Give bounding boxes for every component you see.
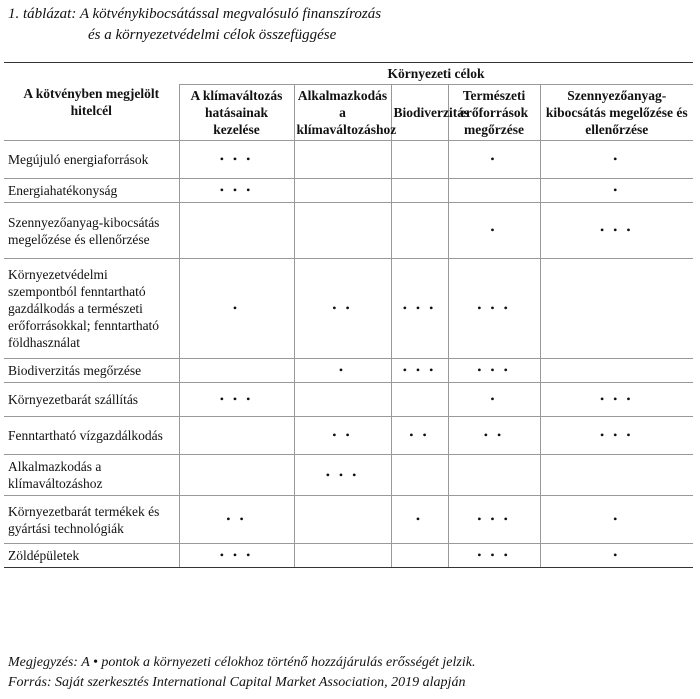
dot-rating-cell: • • • — [540, 417, 693, 455]
dot-rating-cell — [179, 203, 294, 259]
caption-line-2: és a környezetvédelmi célok összefüggése — [88, 27, 337, 43]
table-row — [4, 544, 693, 568]
dot-rating-cell: • — [448, 203, 540, 259]
dot-rating-cell: • — [448, 141, 540, 179]
group-header: Környezeti célok — [179, 63, 693, 85]
dot-rating-cell — [294, 179, 391, 203]
row-label: Zöldépületek — [4, 544, 179, 568]
note-text: Megjegyzés: A • pontok a környezeti célokhoz történő hozzájárulás erősségét jelzik. — [8, 655, 476, 670]
caption-line-1: 1. táblázat: A kötvénykibocsátással megvalósuló finanszírozás — [8, 6, 382, 22]
dot-rating-cell — [391, 383, 448, 417]
dot-rating-cell: • • • — [540, 203, 693, 259]
data-table — [4, 62, 693, 568]
dot-rating-cell — [179, 417, 294, 455]
dot-rating-cell: • • — [294, 417, 391, 455]
table-row — [4, 455, 693, 496]
table-notes — [8, 653, 475, 693]
column-header: Alkalmazkodás a klímaváltozáshoz — [294, 85, 391, 141]
row-label: Energiahatékonyság — [4, 179, 179, 203]
dot-rating-cell — [391, 455, 448, 496]
table-row — [4, 496, 693, 544]
dot-rating-cell — [540, 455, 693, 496]
column-header: Szennyezőanyag-kibocsátás megelőzése és ellenőrzése — [540, 85, 693, 141]
table-row — [4, 179, 693, 203]
row-label: Alkalmazkodás a klímaváltozáshoz — [4, 455, 179, 496]
row-label: Szennyezőanyag-kibocsátás megelőzése és ellenőrzése — [4, 203, 179, 259]
dot-rating-cell: • • — [294, 259, 391, 359]
row-label: Megújuló energiaforrások — [4, 141, 179, 179]
column-header: Természeti erőforrások megőrzése — [448, 85, 540, 141]
column-header: Biodiverzitás — [391, 85, 448, 141]
dot-rating-cell: • • • — [448, 359, 540, 383]
dot-rating-cell: • • • — [391, 259, 448, 359]
dot-rating-cell: • • — [448, 417, 540, 455]
source-text: Forrás: Saját szerkesztés International Capital Market Association, 2019 alapján — [8, 675, 466, 690]
dot-rating-cell: • • • — [540, 383, 693, 417]
dot-rating-cell: • • • — [179, 179, 294, 203]
table-row — [4, 359, 693, 383]
dot-rating-cell: • • — [179, 496, 294, 544]
dot-rating-cell — [294, 496, 391, 544]
dot-rating-cell: • • • — [448, 496, 540, 544]
dot-rating-cell: • • • — [448, 544, 540, 568]
dot-rating-cell — [391, 179, 448, 203]
dot-rating-cell: • • • — [179, 544, 294, 568]
row-label: Fenntartható vízgazdálkodás — [4, 417, 179, 455]
dot-rating-cell — [179, 455, 294, 496]
row-label: Biodiverzitás megőrzése — [4, 359, 179, 383]
row-label: Környezetvédelmi szempontból fenntartható gazdálkodás a természeti erőforrásokkal; fenntartható földhasználat — [4, 259, 179, 359]
dot-rating-cell — [540, 359, 693, 383]
row-label: Környezetbarát szállítás — [4, 383, 179, 417]
dot-rating-cell: • — [540, 496, 693, 544]
dot-rating-cell — [179, 359, 294, 383]
dot-rating-cell: • — [540, 141, 693, 179]
row-label: Környezetbarát termékek és gyártási technológiák — [4, 496, 179, 544]
row-header: A kötvényben megjelölt hitelcél — [4, 63, 179, 141]
dot-rating-cell — [391, 203, 448, 259]
table-row — [4, 259, 693, 359]
table-row — [4, 203, 693, 259]
dot-rating-cell: • — [179, 259, 294, 359]
table-row — [4, 417, 693, 455]
dot-rating-cell: • — [448, 383, 540, 417]
dot-rating-cell: • • • — [294, 455, 391, 496]
table-row — [4, 383, 693, 417]
dot-rating-cell: • — [294, 359, 391, 383]
table-row — [4, 141, 693, 179]
dot-rating-cell — [540, 259, 693, 359]
dot-rating-cell — [391, 544, 448, 568]
dot-rating-cell: • • • — [391, 359, 448, 383]
dot-rating-cell — [294, 544, 391, 568]
dot-rating-cell: • • • — [448, 259, 540, 359]
dot-rating-cell: • — [540, 179, 693, 203]
dot-rating-cell: • • • — [179, 383, 294, 417]
dot-rating-cell: • • • — [179, 141, 294, 179]
dot-rating-cell — [294, 141, 391, 179]
dot-rating-cell — [448, 179, 540, 203]
dot-rating-cell: • — [540, 544, 693, 568]
column-header: A klímaváltozás hatásainak kezelése — [179, 85, 294, 141]
dot-rating-cell: • • — [391, 417, 448, 455]
dot-rating-cell — [294, 383, 391, 417]
dot-rating-cell — [448, 455, 540, 496]
dot-rating-cell — [391, 141, 448, 179]
dot-rating-cell: • — [391, 496, 448, 544]
table-caption — [8, 4, 381, 46]
dot-rating-cell — [294, 203, 391, 259]
